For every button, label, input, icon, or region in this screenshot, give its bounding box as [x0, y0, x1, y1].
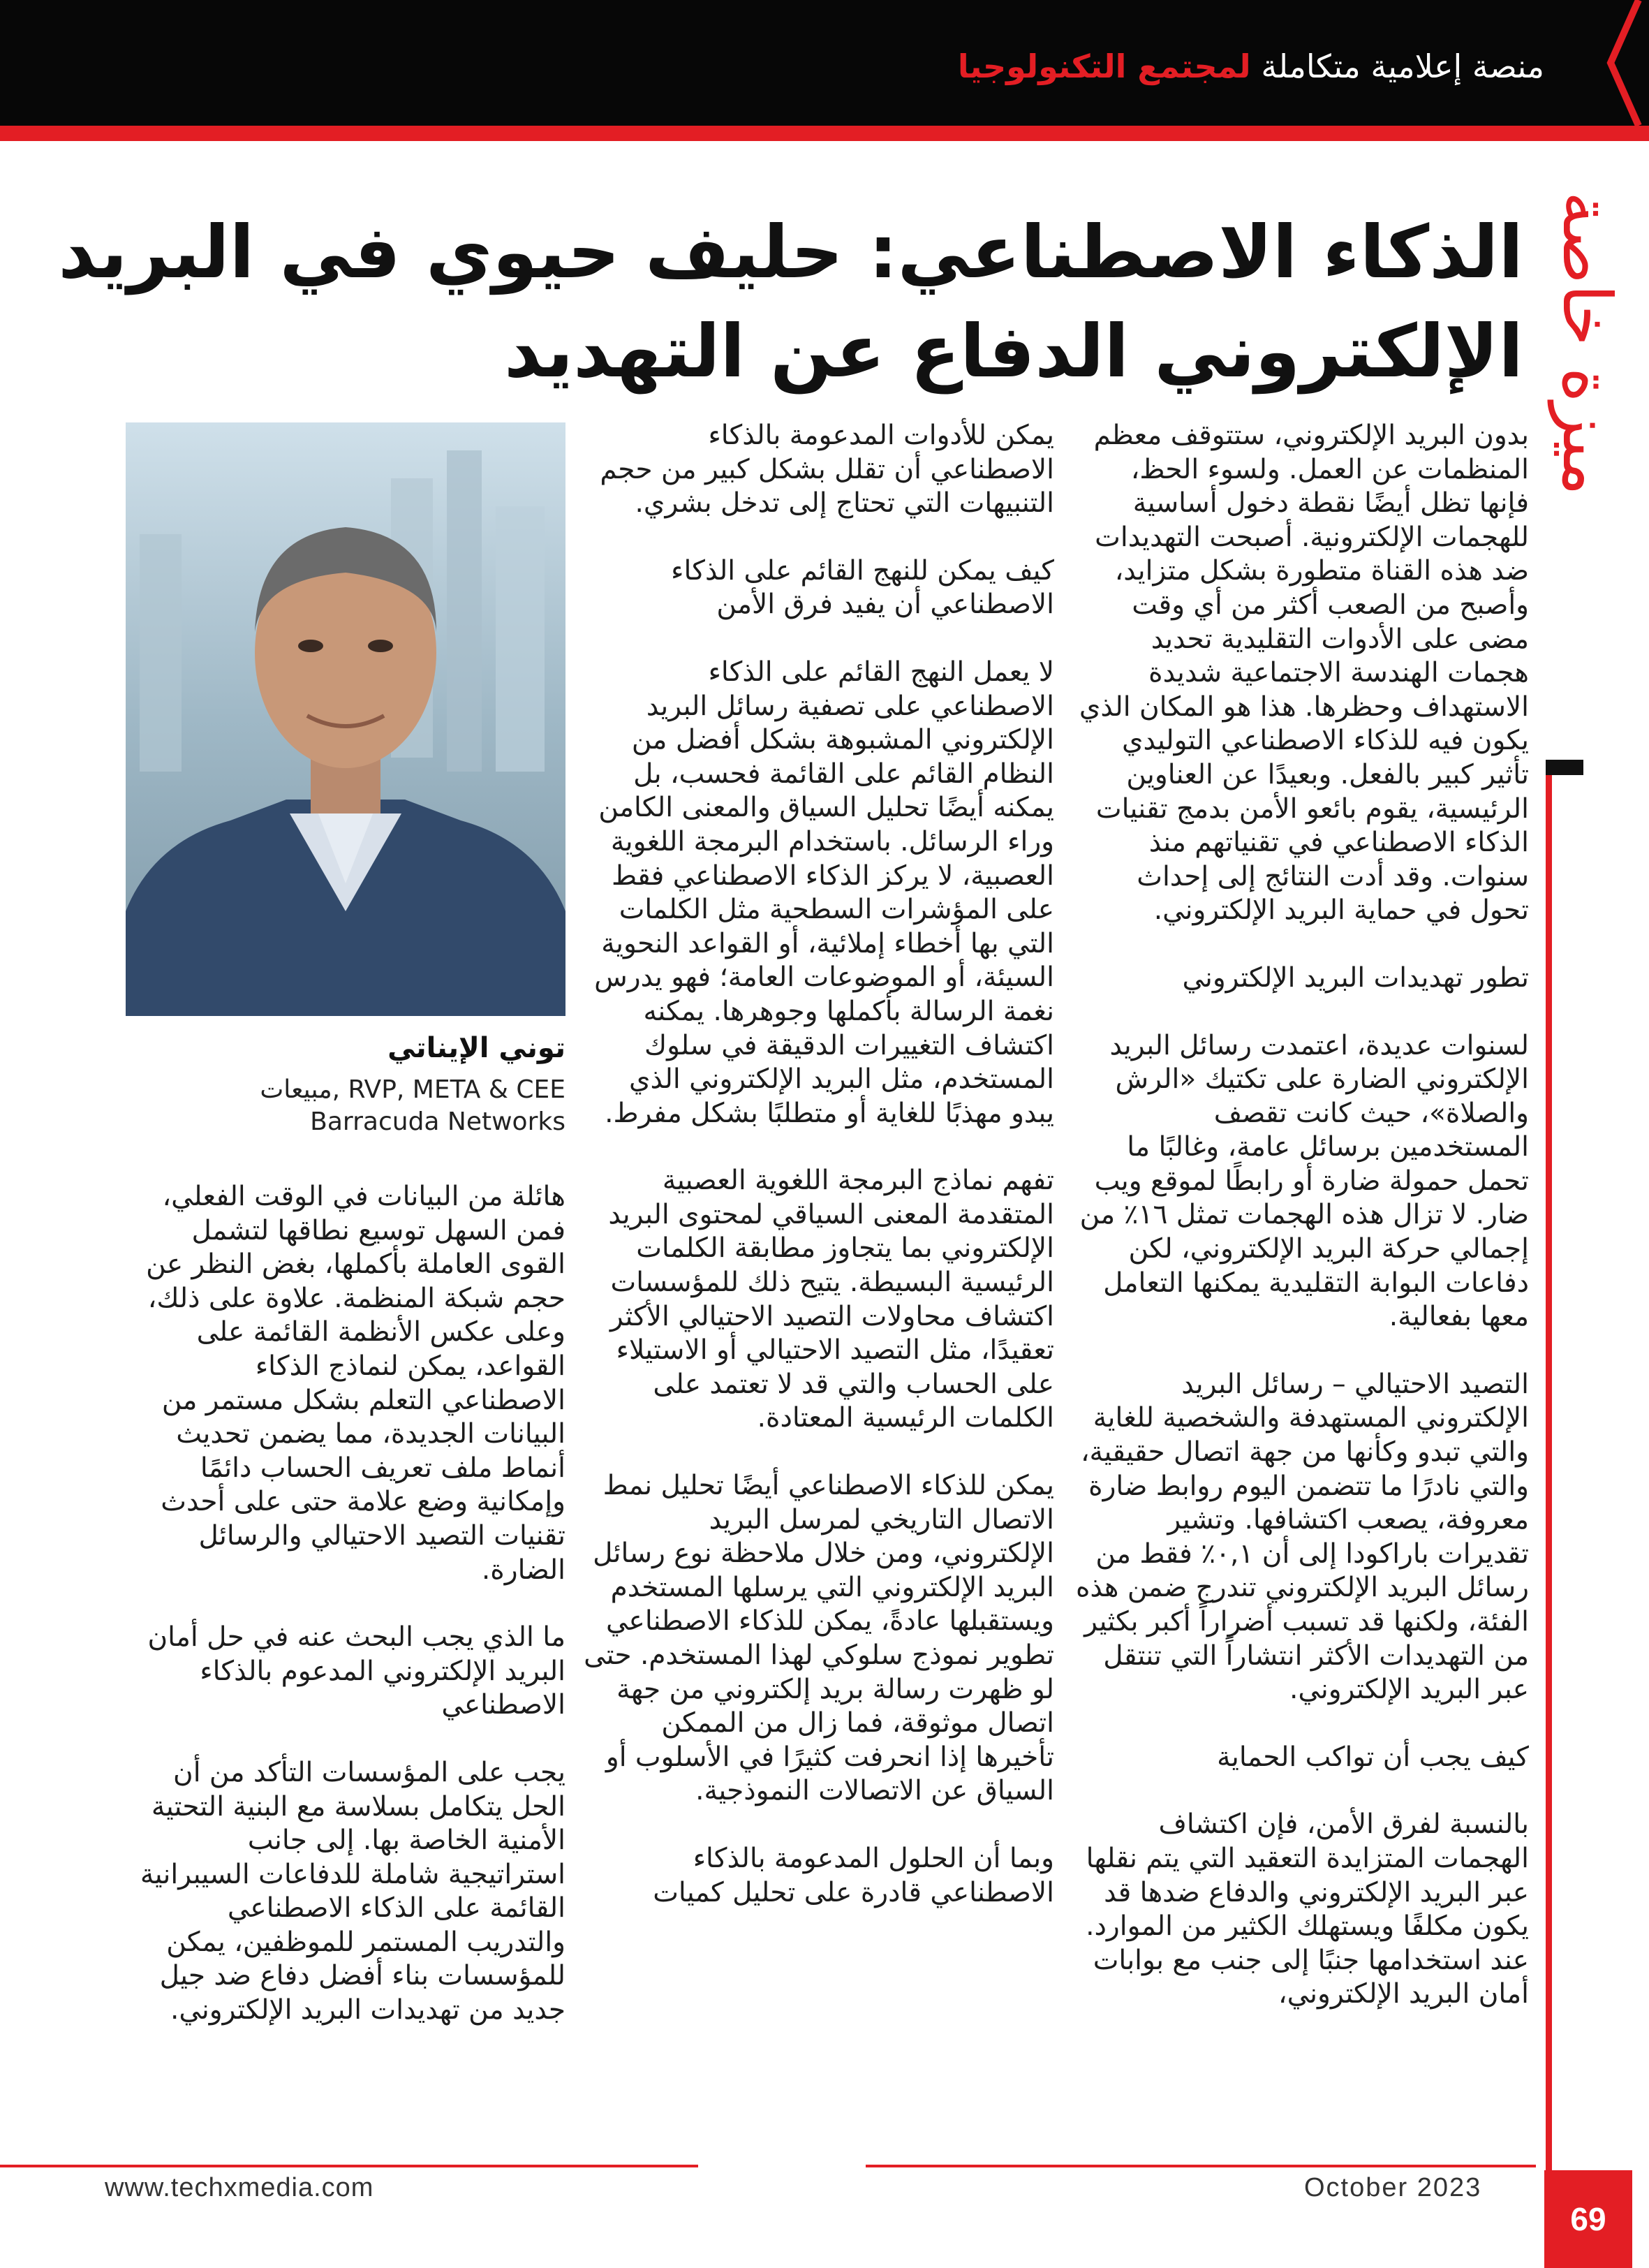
subheading: كيف يمكن للنهج القائم على الذكاء الاصطناعي أن يفيد فرق الأمن	[671, 554, 1054, 621]
headline-line-1: الذكاء الاصطناعي: حليف حيوي في البريد	[58, 209, 1523, 295]
paragraph: بالنسبة لفرق الأمن، فإن اكتشاف الهجمات المتزايدة التعقيد التي يتم نقلها عبر البريد الإلكتروني والدفاع ضدها قد يكون مكلفًا ويستهلك الكثير من الموارد. عند استخدامها جنبًا إلى جنب مع بوابات أمان البريد الإلكتروني،	[1086, 1809, 1529, 2010]
portrait-image	[126, 422, 565, 1016]
paragraph: تفهم نماذج البرمجة اللغوية العصبية المتقدمة المعنى السياقي لمحتوى البريد الإلكتروني بما يتجاوز مطابقة الكلمات الرئيسية البسيطة. يتيح ذلك للمؤسسات اكتشاف محاولات التصيد الاحتيالي الأكثر تعقيدًا، مثل التصيد الاحتيالي أو الاستيلاء على الحساب والتي قد لا تعتمد على الكلمات الرئيسية المعتادة.	[608, 1165, 1054, 1434]
article-column-2	[579, 419, 1054, 1910]
article-headline	[58, 202, 1523, 401]
author-name: توني الإيناتي	[387, 1032, 565, 1064]
paragraph: لسنوات عديدة، اعتمدت رسائل البريد الإلكتروني الضارة على تكتيك «الرش والصلاة»، حيث كانت تقصف المستخدمين برسائل عامة، وغالبًا ما تحمل حمولة ضارة أو رابطًا لموقع ويب ضار. لا تزال هذه الهجمات تمثل ١٦٪ من إجمالي حركة البريد الإلكتروني، لكن دفاعات البوابة التقليدية يمكنها التعامل معها بفعالية.	[1079, 1029, 1529, 1333]
article-column-1	[1075, 419, 1529, 2012]
author-photo	[126, 422, 565, 1016]
paragraph: بدون البريد الإلكتروني، ستتوقف معظم المنظمات عن العمل. ولسوء الحظ، فإنها تظل أيضًا نقطة دخول أساسية للهجمات الإلكترونية. أصبحت التهديدات ضد هذه القناة متطورة بشكل متزايد، وأصبح من الصعب أكثر من أي وقت مضى على الأدوات التقليدية تحديد هجمات الهندسة الاجتماعية شديدة الاستهداف وحظرها. هذا هو المكان الذي يكون فيه للذكاء الاصطناعي التوليدي تأثير كبير بالفعل. وبعيدًا عن العناوين الرئيسية، يقوم بائعو الأمن بدمج تقنيات الذكاء الاصطناعي في تقنياتهم منذ سنوات. وقد أدت النتائج إلى إحداث تحول في حماية البريد الإلكتروني.	[1079, 420, 1529, 927]
author-company: Barracuda Networks	[310, 1107, 565, 1136]
author-title-line-1: RVP, META & CEE ,مبيعات	[260, 1075, 565, 1104]
vertical-accent-rule	[1546, 765, 1552, 2177]
footer-rule	[0, 2165, 698, 2167]
header-tagline	[958, 38, 1544, 94]
paragraph: وبما أن الحلول المدعومة بالذكاء الاصطناعي قادرة على تحليل كميات	[653, 1842, 1054, 1908]
footer-website[interactable]: www.techxmedia.com	[105, 2173, 374, 2202]
tagline-highlight: لمجتمع التكنولوجيا	[957, 47, 1251, 85]
headline-line-2: الإلكتروني الدفاع عن التهديد	[504, 309, 1523, 394]
paragraph: يمكن للأدوات المدعومة بالذكاء الاصطناعي أن تقلل بشكل كبير من حجم التنبيهات التي تحتاج إلى تدخل بشري.	[600, 420, 1054, 520]
subheading: ما الذي يجب البحث عنه في حل أمان البريد الإلكتروني المدعوم بالذكاء الاصطناعي	[147, 1621, 565, 1721]
paragraph: التصيد الاحتيالي – رسائل البريد الإلكتروني المستهدفة والشخصية للغاية والتي تبدو وكأنها من جهة اتصال حقيقية، والتي نادرًا ما تتضمن اليوم روابط ضارة معروفة، يصعب اكتشافها. وتشير تقديرات باراكودا إلى أن ٠,١٪ فقط من رسائل البريد الإلكتروني تندرج ضمن هذه الفئة، ولكنها قد تسبب أضراراً أكبر بكثير من التهديدات الأكثر انتشاراً التي تنتقل عبر البريد الإلكتروني.	[1075, 1368, 1529, 1706]
page-number: 69	[1544, 2170, 1632, 2268]
footer-rule	[866, 2165, 1536, 2167]
paragraph: لا يعمل النهج القائم على الذكاء الاصطناعي على تصفية رسائل البريد الإلكتروني المشبوهة بشكل أفضل من النظام القائم على القائمة فحسب، بل يمكنه أيضًا تحليل السياق والمعنى الكامن وراء الرسائل. باستخدام البرمجة اللغوية العصبية، لا يركز الذكاء الاصطناعي فقط على المؤشرات السطحية مثل الكلمات التي بها أخطاء إملائية، أو القواعد النحوية السيئة، أو الموضوعات العامة؛ فهو يدرس نغمة الرسالة بأكملها وجوهرها. يمكنه اكتشاف التغييرات الدقيقة في سلوك المستخدم، مثل البريد الإلكتروني الذي يبدو مهذبًا للغاية أو متطلبًا بشكل مفرط.	[594, 656, 1054, 1129]
article-column-3	[140, 1180, 565, 2028]
top-banner	[0, 0, 1649, 126]
footer-date: October 2023	[1304, 2173, 1482, 2202]
subheading: تطور تهديدات البريد الإلكتروني	[1182, 962, 1529, 994]
subheading: كيف يجب أن تواكب الحماية	[1217, 1741, 1529, 1773]
chevron-left-icon	[1572, 0, 1649, 126]
paragraph: هائلة من البيانات في الوقت الفعلي، فمن السهل توسيع نطاقها لتشمل القوى العاملة بأكملها، بغض النظر عن حجم شبكة المنظمة. علاوة على ذلك، وعلى عكس الأنظمة القائمة على القواعد، يمكن لنماذج الذكاء الاصطناعي التعلم بشكل مستمر من البيانات الجديدة، مما يضمن تحديث أنماط ملف تعريف الحساب دائمًا وإمكانية وضع علامة حتى على أحدث تقنيات التصيد الاحتيالي والرسائل الضارة.	[146, 1181, 565, 1586]
section-label: ميزة خاصة	[1548, 191, 1626, 496]
paragraph: يجب على المؤسسات التأكد من أن الحل يتكامل بسلاسة مع البنية التحتية الأمنية الخاصة بها. إلى جانب استراتيجية شاملة للدفاعات السيبرانية القائمة على الذكاء الاصطناعي والتدريب المستمر للموظفين، يمكن للمؤسسات بناء أفضل دفاع ضد جيل جديد من تهديدات البريد الإلكتروني.	[140, 1756, 565, 2026]
author-title	[126, 1074, 565, 1138]
tagline-prefix: منصة إعلامية متكاملة	[1261, 47, 1544, 85]
header-accent-rule	[0, 126, 1649, 141]
vertical-accent-tick	[1546, 760, 1583, 775]
paragraph: يمكن للذكاء الاصطناعي أيضًا تحليل نمط الاتصال التاريخي لمرسل البريد الإلكتروني، ومن خلال ملاحظة نوع رسائل البريد الإلكتروني التي يرسلها المستخدم ويستقبلها عادةً، يمكن للذكاء الاصطناعي تطوير نموذج سلوكي لهذا المستخدم. حتى لو ظهرت رسالة بريد إلكتروني من جهة اتصال موثوقة، فما زال من الممكن تأخيرها إذا انحرفت كثيرًا في الأسلوب أو السياق عن الاتصالات النموذجية.	[584, 1470, 1054, 1807]
